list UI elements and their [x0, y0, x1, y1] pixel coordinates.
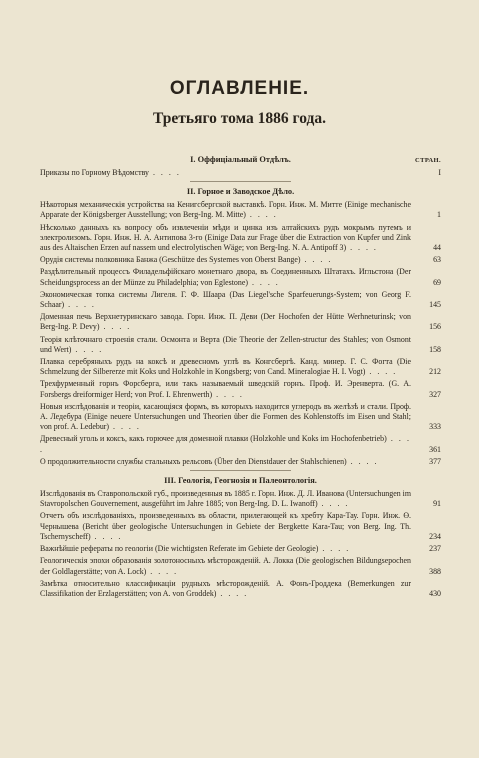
toc-entry-title: Геологическія эпохи образованія золотоносныхъ мѣсторожденій. А. Локка (Die geologischen Bildungsepochen der Goldlagerstätte; von A. Lock) [40, 556, 411, 576]
page-column-label: СТРАН. [415, 157, 441, 164]
section-heading [40, 475, 441, 486]
toc-page-number: 1 [437, 210, 441, 220]
leader-dots: . . . . [71, 344, 104, 354]
toc-entry [40, 434, 441, 454]
toc-entry-title: Доменная печь Верхнетуринскаго завода. Горн. Инж. П. Деви (Der Hochofen der Hütte Werhneturinsk; von Berg-Ing. P. Devy) [40, 312, 411, 332]
toc-entry [40, 200, 441, 220]
section-heading [40, 186, 441, 197]
section-heading [40, 154, 441, 165]
toc-page-number: 212 [429, 367, 441, 377]
leader-dots: . . . . [109, 422, 141, 432]
leader-dots: . . . . [318, 544, 351, 554]
leader-dots: . . . . [346, 456, 379, 466]
toc-entry [40, 168, 441, 178]
leader-dots: . . . . [146, 566, 179, 576]
toc-page-number: 69 [433, 277, 441, 287]
toc-page-number: I [438, 168, 441, 177]
toc-entry-title: Нѣкоторыя механическія устройства на Кенигсбергской выставкѣ. Горн. Инж. М. Митте (Einige mechanische Apparate der Königsberger Ausstellung; von Berg-Ing. M. Mitte) [40, 200, 411, 220]
table-of-contents [40, 150, 441, 601]
toc-entry [40, 290, 441, 310]
leader-dots: . . . . [216, 588, 249, 598]
toc-page-number: 237 [429, 544, 441, 554]
toc-entry [40, 223, 441, 254]
leader-dots: . . . . [317, 499, 350, 509]
leader-dots: . . . . [40, 434, 411, 454]
toc-entry [40, 544, 441, 554]
toc-entry-title: Изслѣдованія въ Ставропольской губ., произведенныя въ 1885 г. Горн. Инж. Д. Л. Иванова (Untersuchungen im Stavropolschen Gouvernement, ausgeführt im Jahre 1885; von Berg-Ing. D. L. Iwanoff) [40, 489, 411, 509]
toc-entry [40, 335, 441, 355]
toc-entry [40, 312, 441, 332]
toc-entry [40, 556, 441, 576]
toc-entry [40, 255, 441, 265]
section-divider [190, 470, 291, 471]
toc-entry-title: Плавка серебряныхъ рудъ на коксѣ и древесномъ углѣ въ Конгсбергѣ. Канд. минер. Г. С. Фогта (Die Schmelzung der Silbererze mit Koks und Holzkohle in Kongsberg; von Cand. Mineralogiae H. I. Vogt) [40, 357, 411, 377]
toc-entry [40, 579, 441, 599]
toc-page-number: 234 [429, 531, 441, 541]
leader-dots: . . . . [212, 389, 244, 399]
toc-entry-title: Раздѣлительный процессъ Филадельфійскаго монетнаго двора, въ Соединенныхъ Штатахъ. Игльстона (Der Scheidungsprocess an der Münze zu Philadelphia; von Eglestone) [40, 267, 411, 287]
toc-page-number: 333 [429, 422, 441, 432]
toc-entry [40, 402, 441, 433]
leader-dots: . . . . [245, 210, 278, 220]
toc-page-number: 377 [429, 456, 441, 466]
toc-entry-title: Теорія клѣточнаго строенія стали. Осмонта и Верта (Die Theorie der Zellen-structur des Stahles; von Osmont und Wert) [40, 334, 411, 354]
toc-page-number: 63 [433, 255, 441, 265]
page-subtitle: Третьяго тома 1886 года. [153, 110, 326, 127]
toc-entry [40, 457, 441, 467]
toc-page-number: 327 [429, 389, 441, 399]
toc-entry-title: Приказы по Горному Вѣдомству [40, 168, 150, 177]
toc-page-number: 361 [429, 444, 441, 454]
toc-page-number: 388 [429, 566, 441, 576]
section-divider [190, 181, 291, 182]
leader-dots: . . . . [149, 168, 181, 177]
toc-entry [40, 489, 441, 509]
toc-entry-title: Замѣтка относительно классификаціи рудныхъ мѣсторожденій. А. Фонъ-Гроддека (Bemerkungen zur Classifikation der Erzlagerstätten; von A. von Groddek) [40, 578, 411, 598]
toc-entry [40, 511, 441, 542]
leader-dots: . . . . [365, 367, 398, 377]
section-heading-text: II. Горное и Заводское Дѣло. [186, 187, 295, 197]
section-heading-text: III. Геологія, Геогнозія и Палеонтологія. [164, 476, 317, 486]
leader-dots: . . . . [247, 277, 280, 287]
toc-page-number: 145 [429, 300, 441, 310]
leader-dots: . . . . [90, 531, 123, 541]
section-heading-text: I. Оффиціальный Отдѣлъ. [190, 155, 291, 164]
leader-dots: . . . . [300, 255, 333, 265]
toc-entry [40, 267, 441, 287]
toc-page-number: 156 [429, 322, 441, 332]
page-title: ОГЛАВЛЕНІЕ. [169, 78, 310, 99]
toc-entry-title: Нѣсколько данныхъ къ вопросу объ извлеченіи мѣди и цинка изъ алтайскихъ рудъ мокрымъ путемъ и электролизомъ. Горн. Инж. Н. А. Антипова 3-го (Einige Data zur Frage über die Extraction von Kupfer und Zink aus des Altaischen Erzen auf nassem und electrolytischen Wäge; von Berg-Ing. N. A. Antipoff 3) [40, 222, 411, 253]
toc-page-number: 44 [433, 243, 441, 253]
toc-entry-title: Древесный уголь и коксъ, какъ горючее для доменной плавки (Holzkohle und Koks im Hochofenbetrieb) [40, 434, 387, 444]
toc-entry-title: Орудія системы полковника Банжа (Geschütze des Systemes von Oberst Bange) [40, 255, 301, 265]
toc-entry [40, 357, 441, 377]
toc-entry-title: Экономическая топка системы Лигеля. Г. Ф. Шаара (Das Liegel'sche Sparfeuerungs-System; von Georg F. Schaar) [40, 289, 411, 310]
toc-entry-title: Отчетъ объ изслѣдованіяхъ, произведенныхъ въ области, прилегающей къ хребту Кара-Тау. Горн. Инж. Ө. Чернышева (Bericht über geologische Untersuchungen in Gebiete der Bergkette Kara-Tau; von Berg. Ing. Th. Tschernyscheff) [40, 511, 411, 541]
toc-page-number: 91 [433, 499, 441, 509]
toc-entry-title: Трехфурменный горнъ Форсберга, или такъ называемый шведскій горнъ. Проф. И. Эренверта. (G. A. Forsbergs dreiformiger Herd; von Prof. I. Ehrenwerth) [40, 379, 411, 399]
leader-dots: . . . . [346, 243, 378, 253]
toc-entry-title: Новыя изслѣдованія и теоріи, касающіяся формъ, въ которыхъ находится углеродъ въ желѣзѣ и стали. Проф. А. Ледебура (Einige neuere Untersuchungen und Theorien über die Formen des Kohlenstoffs im Eisen und Stahl; von prof. A. Ledebur) [40, 401, 411, 432]
leader-dots: . . . . [99, 322, 132, 332]
toc-entry [40, 379, 441, 399]
leader-dots: . . . . [64, 300, 96, 310]
toc-entry-title: Важнѣйшіе рефераты по геологіи (Die wichtigsten Referate im Gebiete der Geologie) [40, 544, 319, 554]
toc-page-number: 158 [429, 344, 441, 354]
toc-page-number: 430 [429, 588, 441, 598]
toc-entry-title: О продолжительности службы стальныхъ рельсовъ (Über den Dienstdauer der Stahlschienen) [40, 456, 347, 466]
